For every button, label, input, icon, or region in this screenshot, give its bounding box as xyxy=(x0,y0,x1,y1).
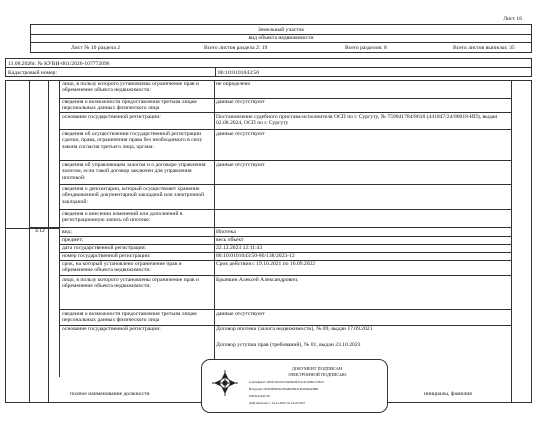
stamp-line-2: ЭЛЕКТРОННОЙ ПОДПИСЬЮ xyxy=(287,372,347,377)
row-value: не определено xyxy=(216,81,251,87)
row-label: сведения об управляющем залогом и о договоре управления залогом, если такой договор заключен для управления ипотекой: xyxy=(62,162,206,181)
entry-row-value: данные отсутствуют xyxy=(216,311,265,317)
total-sheets-section: Всего листов раздела 2: 19 xyxy=(204,45,268,51)
sheet-of-section: Лист № 10 раздела 2 xyxy=(71,45,121,51)
row-label: сведения о депозитарии, который осуществляет хранение обездвиженной документарной закладной или электронной закладной: xyxy=(62,186,205,205)
stamp-validity: Действителен: с 24.12.2025 по 19.03.2027 xyxy=(249,401,306,405)
sheet-number: Лист 16 xyxy=(503,16,522,22)
total-sections: Всего разделов: 8 xyxy=(345,45,387,51)
electronic-signature-stamp xyxy=(201,359,388,413)
emblem-icon xyxy=(209,367,241,399)
row-label: лицо, в пользу которого установлены ограничение прав и обременение объекта недвижимости: xyxy=(62,81,199,94)
entry-row-value: Брынкин Алексей Александрович, xyxy=(216,277,299,283)
entry-row-label: номер государственной регистрации: xyxy=(62,253,151,259)
total-sheets-extract: Всего листов выписки: 35 xyxy=(453,45,515,51)
row-value: данные отсутствуют xyxy=(216,131,265,137)
entry-row-value: Ипотека xyxy=(216,228,236,235)
entry-number: 4.12 xyxy=(35,228,45,234)
entry-row-value: 22.12.2023 12:11:43 xyxy=(216,245,263,251)
row-label: сведения о внесении изменений или дополнений в регистрационную запись об ипотеке: xyxy=(62,211,183,224)
entry-row-value: весь объект xyxy=(216,237,244,243)
cadastral-row xyxy=(5,67,532,77)
document-header xyxy=(30,24,532,53)
row-label: сведения о возможности предоставления третьим лицам персональных данных физического лица xyxy=(62,99,197,112)
row-label: сведения об осуществлении государственной регистрации сделки, права, ограничения права без необходимого в силу закона согласия третьего лица, органа: xyxy=(62,131,203,150)
stamp-line-1: ДОКУМЕНТ ПОДПИСАН xyxy=(291,366,343,371)
entry-row-label: срок, на который установлено ограничение прав и обременение объекта недвижимости: xyxy=(62,261,182,274)
entry-row-value: Срок действия с 19.10.2021 по 16.09.2022 xyxy=(216,261,316,267)
section-title: Земельный участок xyxy=(257,27,305,33)
row-value: Постановление судебного пристава-исполнителя ОСП по г. Сургуту, № 759041784/8618 (441847/24/86018-ИП), выдан 02.08.2024, ОСП по г. Сургуту xyxy=(216,114,498,127)
row-value: данные отсутствуют xyxy=(216,162,265,168)
entry-row-label: лицо, в пользу которого установлены ограничение прав и обременение объекта недвижимости: xyxy=(62,277,199,290)
entry-row-label: предмет: xyxy=(62,237,84,243)
entry-row-value: Договор ипотеки (залога недвижимости), № 09, выдан 17.09.2021 xyxy=(216,326,373,332)
entry-row-label: сведения о возможности предоставления третьим лицам персональных данных физического лица xyxy=(62,311,197,324)
entry-basis-extra: Договор уступки прав (требований), № 01, выдан 23.10.2023 xyxy=(216,342,361,348)
entry-row-label: основание государственной регистрации: xyxy=(62,326,161,332)
stamp-owner-2: РОСКАДАСТР xyxy=(249,394,270,398)
date-ref: 11.08.2026г. № КУВИ-001/2026-107772096 xyxy=(8,60,110,67)
name-label: инициалы, фамилия xyxy=(424,391,472,397)
entry-row-label: вид: xyxy=(62,228,73,235)
cadastral-number: 86:10:0101043:50 xyxy=(218,69,260,76)
entry-row-label: дата государственной регистрации: xyxy=(62,245,147,251)
cadastral-label: Кадастровый номер: xyxy=(8,69,57,76)
entry-row-value: 86:10:0101043:50-86/138/2023-12 xyxy=(216,253,295,259)
stamp-owner: Владелец: ПУБЛИЧНО-ПРАВОВАЯ КОМПАНИЯ xyxy=(249,387,319,391)
position-label: полное наименование должности xyxy=(70,391,150,397)
section-subtitle: вид объекта недвижимости xyxy=(248,35,314,41)
stamp-certificate: Сертификат: 00947d4416e7940f6e0f21410c5d00e17bbe5 xyxy=(249,380,324,384)
row-label: основание государственной регистрации: xyxy=(62,114,161,120)
row-value: данные отсутствуют xyxy=(216,99,265,105)
